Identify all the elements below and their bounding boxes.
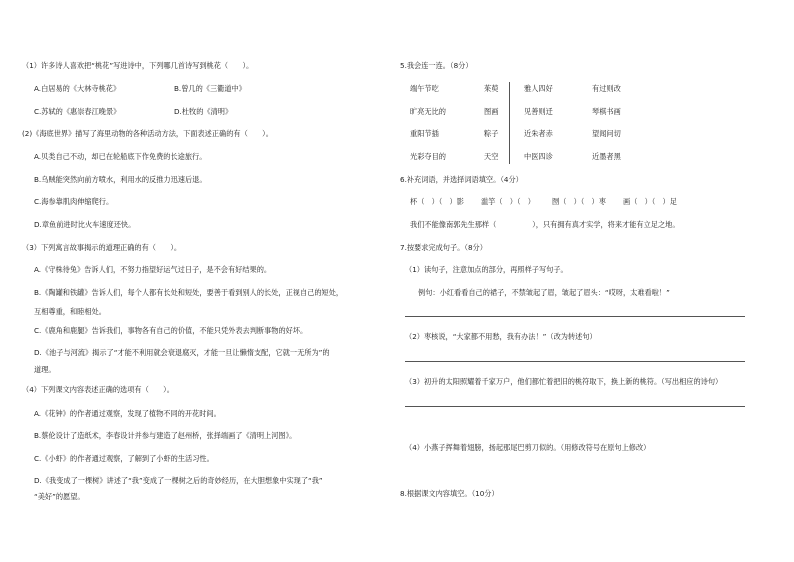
q-2-option-a: A.贝类自己不动，却已在轮船底下作免费的长途旅行。 bbox=[34, 152, 207, 161]
q-1-option-a: A.白居易的《大林寺桃花》 bbox=[34, 84, 121, 93]
q-3-option-b: B.《陶罐和铁罐》告诉人们，每个人都有长处和短处，要善于看到别人的长处，正视自己的短处， bbox=[34, 288, 344, 297]
q-2-option-c: C.海参靠肌肉伸缩爬行。 bbox=[34, 197, 114, 206]
q-1-stem: （1）许多诗人喜欢把“桃花”写进诗中，下列哪几首诗写到桃花（ ）。 bbox=[22, 61, 254, 70]
q-7-1-prompt: （1）读句子，注意加点的部分，再照样子写句子。 bbox=[405, 265, 568, 274]
q-4-option-d-cont: “美好”的愿望。 bbox=[34, 492, 85, 501]
match-col3-item: 近朱者赤 bbox=[524, 129, 553, 138]
matching-divider bbox=[509, 82, 510, 164]
q-3-option-d-cont: 道理。 bbox=[34, 365, 56, 374]
q-4-option-b: B.蔡伦设计了造纸术，李春设计并参与建造了赵州桥，张择端画了《清明上河图》。 bbox=[34, 431, 297, 440]
match-col2-item: 粽子 bbox=[484, 129, 499, 138]
match-col1-item: 光彩夺目的 bbox=[410, 152, 446, 161]
q-3-option-b-cont: 互相尊重，和睦相处。 bbox=[34, 307, 106, 316]
q-2-option-d: D.章鱼前进时比火车速度还快。 bbox=[34, 220, 136, 229]
q-6-idiom-2: 滥竽（ ）（ ） bbox=[481, 197, 535, 206]
q-7-2-prompt: （2）枣核说，“大家都不用愁，我有办法！”（改为转述句） bbox=[405, 332, 597, 341]
q-6-fill-sentence: 我们不能像南郭先生那样（ ），只有拥有真才实学，将来才能有立足之地。 bbox=[410, 220, 680, 229]
q-7-1-example: 例句：小红看看自己的裙子，不禁皱起了眉，皱起了眉头：“哎呀，太难看啦！” bbox=[418, 288, 670, 297]
match-col1-item: 端午节吃 bbox=[410, 84, 439, 93]
q-1-option-c: C.苏轼的《惠崇春江晚景》 bbox=[34, 107, 121, 116]
q-2-option-b: B.乌贼能突然向前方喷水，利用水的反推力迅速后退。 bbox=[34, 175, 207, 184]
match-col3-item: 见善则迁 bbox=[524, 107, 553, 116]
match-col4-item: 近墨者黑 bbox=[592, 152, 621, 161]
q-6-idiom-3: 囫（ ）（ ）枣 bbox=[552, 197, 606, 206]
q-7-title: 7.按要求完成句子。（8分） bbox=[400, 243, 487, 252]
q-7-4-prompt: （4）小燕子挥舞着翅膀，扬起那尾巴剪刀似的。（用修改符号在原句上修改） bbox=[405, 443, 651, 452]
q-6-idiom-4: 画（ ）（ ）足 bbox=[623, 197, 677, 206]
q-8-title: 8.根据课文内容填空。（10分） bbox=[400, 489, 499, 498]
match-col2-item: 图画 bbox=[484, 107, 499, 116]
q-7-3-prompt: （3）初升的太阳照耀着千家万户，他们都忙着把旧的桃符取下，换上新的桃符。（写出相应的诗句） bbox=[405, 377, 723, 386]
q-3-option-c: C.《鹿角和鹿腿》告诉我们，事物各有自己的价值，不能只凭外表去判断事物的好坏。 bbox=[34, 326, 308, 335]
q-3-option-a: A.《守株待兔》告诉人们，不努力指望好运气过日子，是不会有好结果的。 bbox=[34, 265, 272, 274]
answer-line[interactable] bbox=[405, 361, 745, 362]
match-col1-item: 重阳节插 bbox=[410, 129, 439, 138]
match-col2-item: 茱萸 bbox=[484, 84, 499, 93]
q-4-stem: （4）下列课文内容表述正确的选项有（ ）。 bbox=[22, 385, 174, 394]
answer-line[interactable] bbox=[405, 316, 745, 317]
q-1-option-d: D.杜牧的《清明》 bbox=[174, 107, 233, 116]
q-5-title: 5.我会连一连。（8分） bbox=[400, 61, 473, 70]
q-4-option-d: D.《我变成了一棵树》讲述了“我”变成了一棵树之后的奇妙经历，在大胆想象中实现了“我” bbox=[34, 476, 323, 485]
q-4-option-a: A.《花钟》的作者通过观察，发现了植物不同的开花时间。 bbox=[34, 409, 221, 418]
q-4-option-c: C.《小虾》的作者通过观察，了解到了小虾的生活习性。 bbox=[34, 454, 214, 463]
answer-line[interactable] bbox=[405, 406, 745, 407]
q-3-option-d: D.《池子与河流》揭示了“才能不利用就会衰退腐灭，才能一旦让懒惰支配，它就一无所为”的 bbox=[34, 348, 330, 357]
q-2-stem: (2)《海底世界》描写了海里动物的各种活动方法，下面表述正确的有（ ）。 bbox=[22, 129, 273, 138]
q-6-title: 6.补充词语，并选择词语填空。（4分） bbox=[400, 175, 523, 184]
q-3-stem: （3）下列寓言故事揭示的道理正确的有（ ）。 bbox=[22, 243, 182, 252]
match-col4-item: 望闻问切 bbox=[592, 129, 621, 138]
match-col1-item: 旷亮无比的 bbox=[410, 107, 446, 116]
q-1-option-b: B.曾几的《三衢道中》 bbox=[174, 84, 246, 93]
match-col3-item: 雅人四好 bbox=[524, 84, 553, 93]
match-col4-item: 有过则改 bbox=[592, 84, 621, 93]
match-col2-item: 天空 bbox=[484, 152, 499, 161]
match-col3-item: 中医四诊 bbox=[524, 152, 553, 161]
q-6-idiom-1: 杯（ ）（ ）影 bbox=[410, 197, 464, 206]
match-col4-item: 琴棋书画 bbox=[592, 107, 621, 116]
